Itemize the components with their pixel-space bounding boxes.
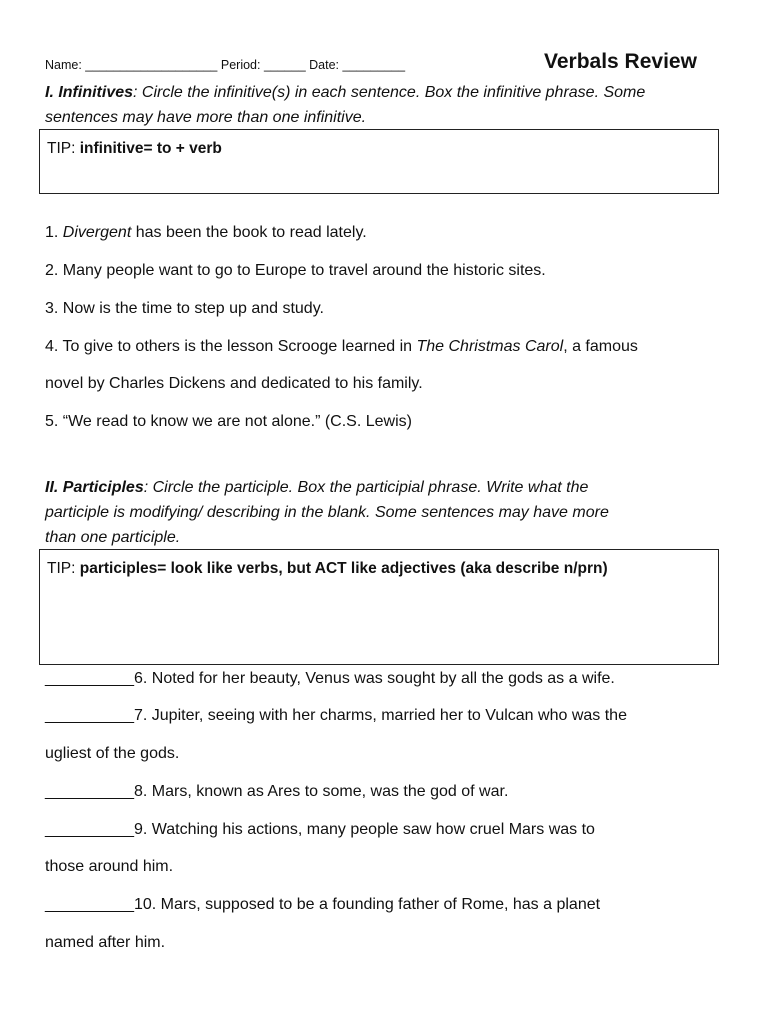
sentence-10-cont: named after him. (45, 934, 166, 951)
participles-instr-line3: than one participle. (45, 529, 181, 546)
name-blank[interactable]: ___________________ (85, 58, 218, 72)
infinitives-instr-line2: sentences may have more than one infinitive. (45, 109, 367, 126)
page-title: Verbals Review (544, 50, 697, 73)
participles-instr-line2: participle is modifying/ describing in the blank. Some sentences may have more (45, 504, 609, 521)
sentence-4: 4. To give to others is the lesson Scrooge learned in The Christmas Carol, a famous (45, 338, 638, 355)
sentence-7: __________7. Jupiter, seeing with her charms, married her to Vulcan who was the (45, 707, 627, 724)
period-blank[interactable]: ______ (263, 58, 306, 72)
sentence-1: 1. Divergent has been the book to read lately. (45, 224, 367, 241)
sentence-4-cont: novel by Charles Dickens and dedicated to his family. (45, 375, 423, 392)
date-label: Date: (305, 58, 343, 72)
tip-label: TIP: (47, 140, 80, 157)
infinitives-heading: I. Infinitives (45, 84, 134, 101)
participles-tip (47, 560, 608, 578)
name-label: Name: (45, 58, 86, 72)
book-title: The Christmas Carol (416, 338, 564, 355)
sentence-7-cont: ugliest of the gods. (45, 745, 180, 762)
book-title: Divergent (62, 224, 132, 241)
tip-text: infinitive= to + verb (79, 140, 222, 157)
date-blank[interactable]: _________ (342, 58, 406, 72)
infinitives-instr-line1: : Circle the infinitive(s) in each sentence. Box the infinitive phrase. Some (133, 84, 646, 101)
participles-tip-box (39, 549, 719, 665)
sentence-5: 5. “We read to know we are not alone.” (C.S. Lewis) (45, 413, 412, 430)
sentence-9: __________9. Watching his actions, many people saw how cruel Mars was to (45, 821, 595, 838)
worksheet-header (45, 58, 405, 72)
infinitives-tip (47, 140, 222, 158)
sentence-2: 2. Many people want to go to Europe to travel around the historic sites. (45, 262, 546, 279)
sentence-9-cont: those around him. (45, 858, 174, 875)
tip-label: TIP: (47, 560, 80, 577)
sentence-10: __________10. Mars, supposed to be a founding father of Rome, has a planet (45, 896, 601, 913)
sentence-8: __________8. Mars, known as Ares to some, was the god of war. (45, 783, 509, 800)
period-label: Period: (217, 58, 264, 72)
sentence-6: __________6. Noted for her beauty, Venus was sought by all the gods as a wife. (45, 670, 615, 687)
infinitives-instructions (45, 80, 735, 130)
participles-instructions (45, 475, 735, 550)
participles-instr-line1: : Circle the participle. Box the participial phrase. Write what the (143, 479, 589, 496)
infinitives-tip-box (39, 129, 719, 194)
participles-heading: II. Participles (45, 479, 144, 496)
sentence-3: 3. Now is the time to step up and study. (45, 300, 324, 317)
tip-text: participles= look like verbs, but ACT like adjectives (aka describe n/prn) (79, 560, 608, 577)
